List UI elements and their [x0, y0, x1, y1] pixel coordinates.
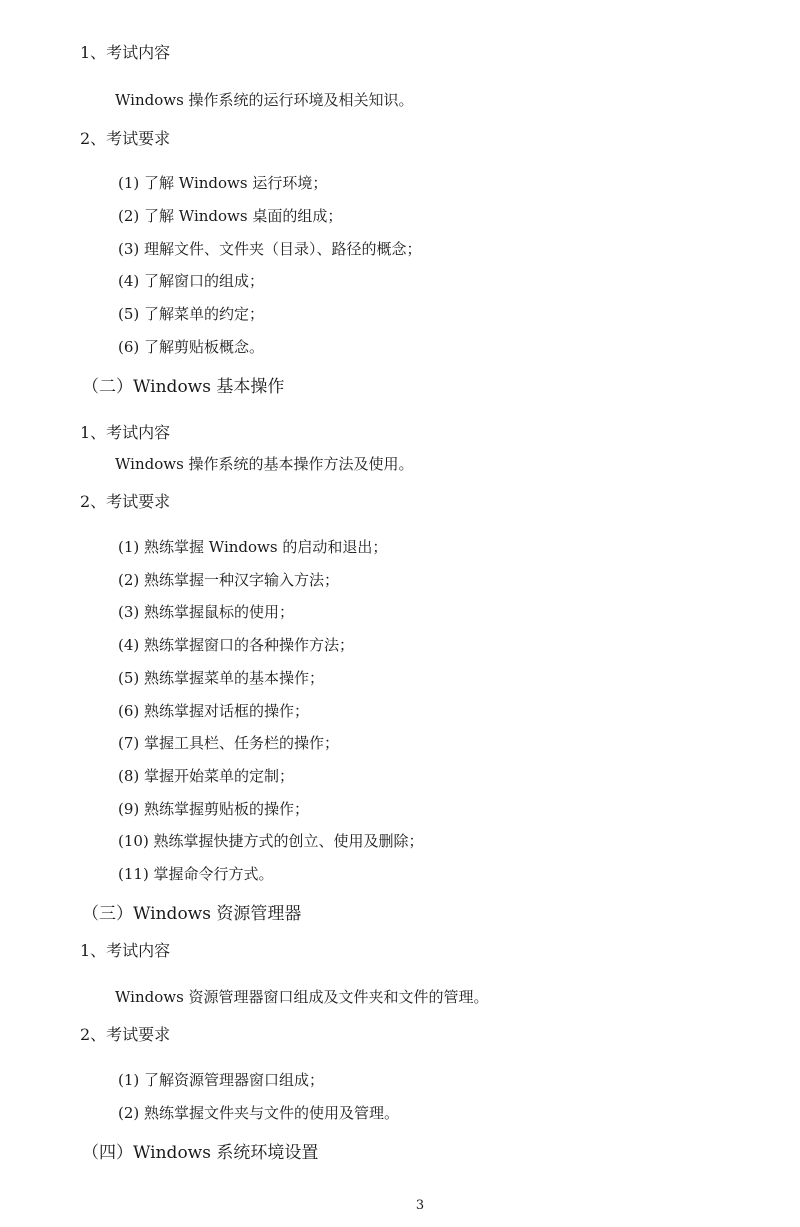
list-item: (2) 了解 Windows 桌面的组成；: [118, 207, 343, 225]
list-item: (6) 了解剪贴板概念。: [118, 338, 265, 356]
heading-exam-requirements: 2、考试要求: [80, 129, 171, 148]
paragraph: Windows 操作系统的运行环境及相关知识。: [115, 91, 414, 109]
heading-exam-content: 1、考试内容: [80, 941, 171, 960]
section-heading: （三）Windows 资源管理器: [82, 904, 302, 924]
list-item: (2) 熟练掌握一种汉字输入方法；: [118, 571, 340, 589]
list-item: (11) 掌握命令行方式。: [118, 865, 274, 883]
list-item: (6) 熟练掌握对话框的操作；: [118, 702, 310, 720]
list-item: (2) 熟练掌握文件夹与文件的使用及管理。: [118, 1104, 400, 1122]
heading-exam-requirements: 2、考试要求: [80, 492, 171, 511]
list-item: (9) 熟练掌握剪贴板的操作；: [118, 800, 310, 818]
list-item: (8) 掌握开始菜单的定制；: [118, 767, 295, 785]
heading-exam-content: 1、考试内容: [80, 43, 171, 62]
list-item: (1) 熟练掌握 Windows 的启动和退出；: [118, 538, 388, 556]
heading-exam-content: 1、考试内容: [80, 423, 171, 442]
list-item: (4) 熟练掌握窗口的各种操作方法；: [118, 636, 355, 654]
section-heading: （二）Windows 基本操作: [82, 377, 285, 397]
list-item: (10) 熟练掌握快捷方式的创立、使用及删除；: [118, 832, 424, 850]
list-item: (4) 了解窗口的组成；: [118, 272, 265, 290]
section-heading: （四）Windows 系统环境设置: [82, 1143, 319, 1163]
list-item: (3) 理解文件、文件夹（目录）、路径的概念；: [118, 240, 422, 258]
heading-exam-requirements: 2、考试要求: [80, 1025, 171, 1044]
paragraph: Windows 操作系统的基本操作方法及使用。: [115, 455, 414, 473]
list-item: (3) 熟练掌握鼠标的使用；: [118, 603, 295, 621]
list-item: (7) 掌握工具栏、任务栏的操作；: [118, 734, 340, 752]
paragraph: Windows 资源管理器窗口组成及文件夹和文件的管理。: [115, 988, 489, 1006]
page-number: 3: [415, 1198, 425, 1213]
list-item: (1) 了解资源管理器窗口组成；: [118, 1071, 325, 1089]
list-item: (1) 了解 Windows 运行环境；: [118, 174, 328, 192]
list-item: (5) 了解菜单的约定；: [118, 305, 265, 323]
list-item: (5) 熟练掌握菜单的基本操作；: [118, 669, 325, 687]
